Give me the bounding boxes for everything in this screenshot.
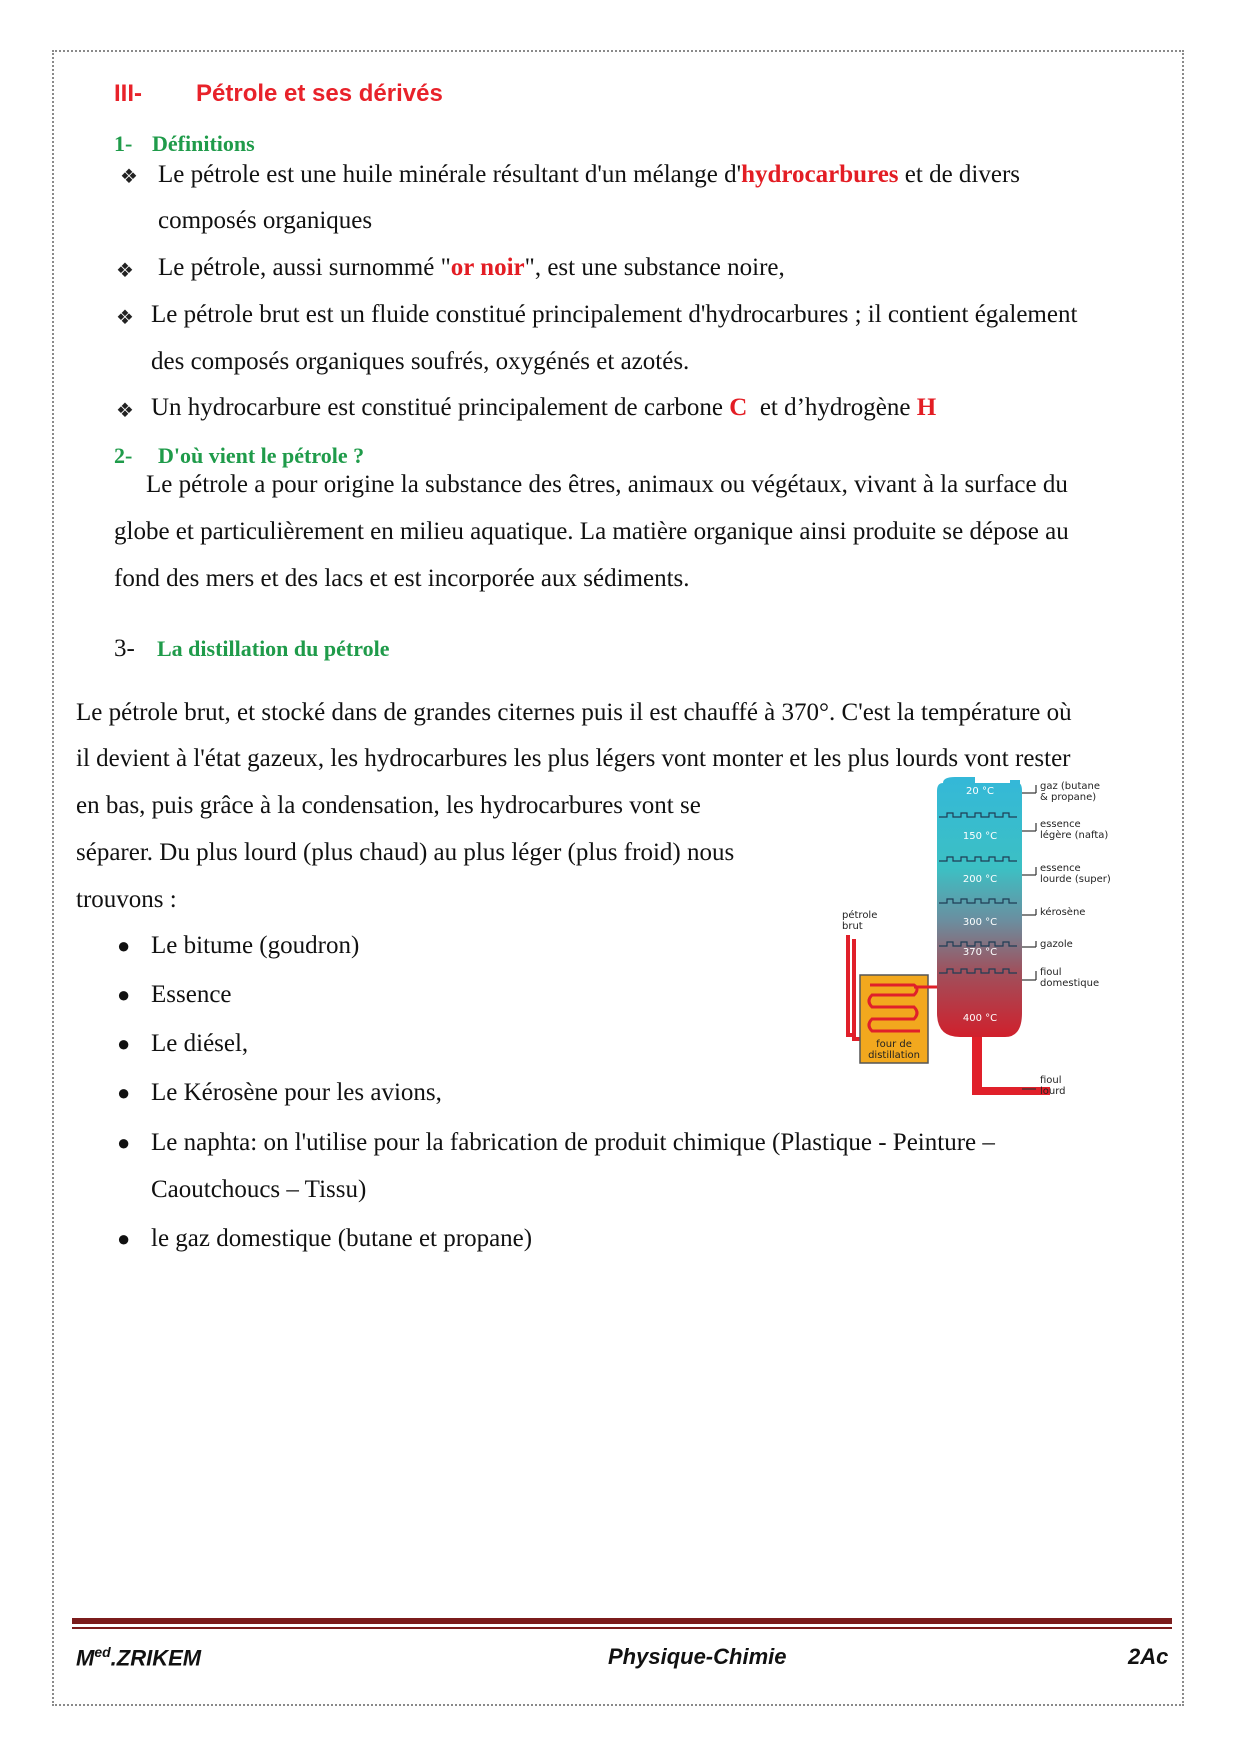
diamond-bullet-icon: ❖ [120,166,138,188]
product-item: Le bitume (goudron) [151,932,360,959]
temp-label: 370 °C [962,947,998,958]
product-item: Le diésel, [151,1030,249,1057]
bullet-dot-icon: ● [117,933,131,958]
output-label: domestique [1040,978,1100,989]
temp-label: 20 °C [966,786,994,797]
distillation-number: 3- [114,635,135,662]
footer-rule-thin [72,1627,1172,1629]
output-label: lourd [1040,1086,1066,1097]
keyword-or-noir: or noir [450,254,525,281]
gas-outlet [1010,780,1020,788]
temp-label: 150 °C [962,831,998,842]
bullet-dot-icon: ● [117,1130,131,1155]
distillation-line-1: Le pétrole brut, et stocké dans de grandes citernes puis il est chauffé à 370°. C'est la température où [76,699,1072,726]
distillation-line-3: en bas, puis grâce à la condensation, les hydrocarbures vont se [76,792,701,819]
bullet-dot-icon: ● [117,1080,131,1105]
distillation-line-2: il devient à l'état gazeux, les hydrocarbures les plus légers vont monter et les plus lourds vont rester [76,745,1071,772]
diamond-bullet-icon: ❖ [116,307,134,329]
section-title: Pétrole et ses dérivés [196,80,443,107]
temp-label: 300 °C [962,917,998,928]
temp-label: 400 °C [962,1013,998,1024]
diamond-bullet-icon: ❖ [116,260,134,282]
definition-item-2: Le pétrole, aussi surnommé "or noir", est une substance noire, [158,254,785,281]
furnace-label: distillation [868,1050,920,1061]
output-label: lourde (super) [1040,874,1111,885]
furnace-label: four de [876,1039,912,1050]
output-label: gaz (butane [1040,781,1101,792]
output-label: & propane) [1040,792,1097,803]
distillation-heading: La distillation du pétrole [157,636,390,661]
temp-label: 200 °C [962,874,998,885]
symbol-carbon: C [729,394,748,421]
product-item: le gaz domestique (butane et propane) [151,1225,533,1252]
origin-line-3: fond des mers et des lacs et est incorporée aux sédiments. [114,565,690,592]
symbol-hydrogen: H [916,394,937,421]
definition-item-3-line2: des composés organiques soufrés, oxygénés et azotés. [151,348,690,375]
section-number: III- [114,80,142,107]
definitions-number: 1- [114,131,133,156]
distillation-line-5: trouvons : [76,886,177,913]
bullet-dot-icon: ● [117,1226,131,1251]
bullet-dot-icon: ● [117,1031,131,1056]
output-label: kérosène [1040,907,1086,918]
crude-oil-label: brut [842,921,863,932]
output-label: gazole [1040,939,1073,950]
product-item: Le naphta: on l'utilise pour la fabrication de produit chimique (Plastique - Peinture – [151,1129,995,1156]
heavy-fuel-pipe [972,1037,1050,1095]
origin-heading: D'où vient le pétrole ? [158,443,365,468]
definitions-heading: Définitions [152,131,255,156]
product-item-continued: Caoutchoucs – Tissu) [151,1176,367,1203]
footer-subject: Physique-Chimie [608,1644,787,1669]
footer-level: 2Ac [1128,1644,1169,1669]
product-item: Le Kérosène pour les avions, [151,1079,442,1106]
output-label: essence [1040,863,1081,874]
definition-item-1: Le pétrole est une huile minérale résultant d'un mélange d'hydrocarbures et de divers [158,161,1021,188]
origin-number: 2- [114,443,133,468]
footer-author: $M^{ed}.ZRIKEM$ [76,1644,202,1671]
crude-oil-label: pétrole [842,910,878,921]
origin-line-2: globe et particulièrement en milieu aquatique. La matière organique ainsi produite se dépose au [114,518,1069,545]
output-label: légère (nafta) [1040,830,1109,841]
diamond-bullet-icon: ❖ [116,400,134,422]
bullet-dot-icon: ● [117,982,131,1007]
output-label: fioul [1040,967,1062,978]
output-label: fioul [1040,1075,1062,1086]
footer-rule [72,1618,1172,1624]
definition-item-1-line2: composés organiques [158,207,373,234]
definition-item-4: Un hydrocarbure est constitué principalement de carbone C et d’hydrogène H [151,394,937,421]
crude-oil-pipe [848,935,856,1035]
output-lines [1022,785,1036,1089]
product-item: Essence [151,981,232,1008]
keyword-hydrocarbures: hydrocarbures [741,161,899,188]
output-label: essence [1040,819,1081,830]
origin-line-1: Le pétrole a pour origine la substance des êtres, animaux ou végétaux, vivant à la surface du [146,471,1068,498]
distillation-line-4: séparer. Du plus lourd (plus chaud) au plus léger (plus froid) nous [76,839,735,866]
definition-item-3: Le pétrole brut est un fluide constitué principalement d'hydrocarbures ; il contient également [151,301,1078,328]
distillation-column-diagram [840,775,1140,1115]
